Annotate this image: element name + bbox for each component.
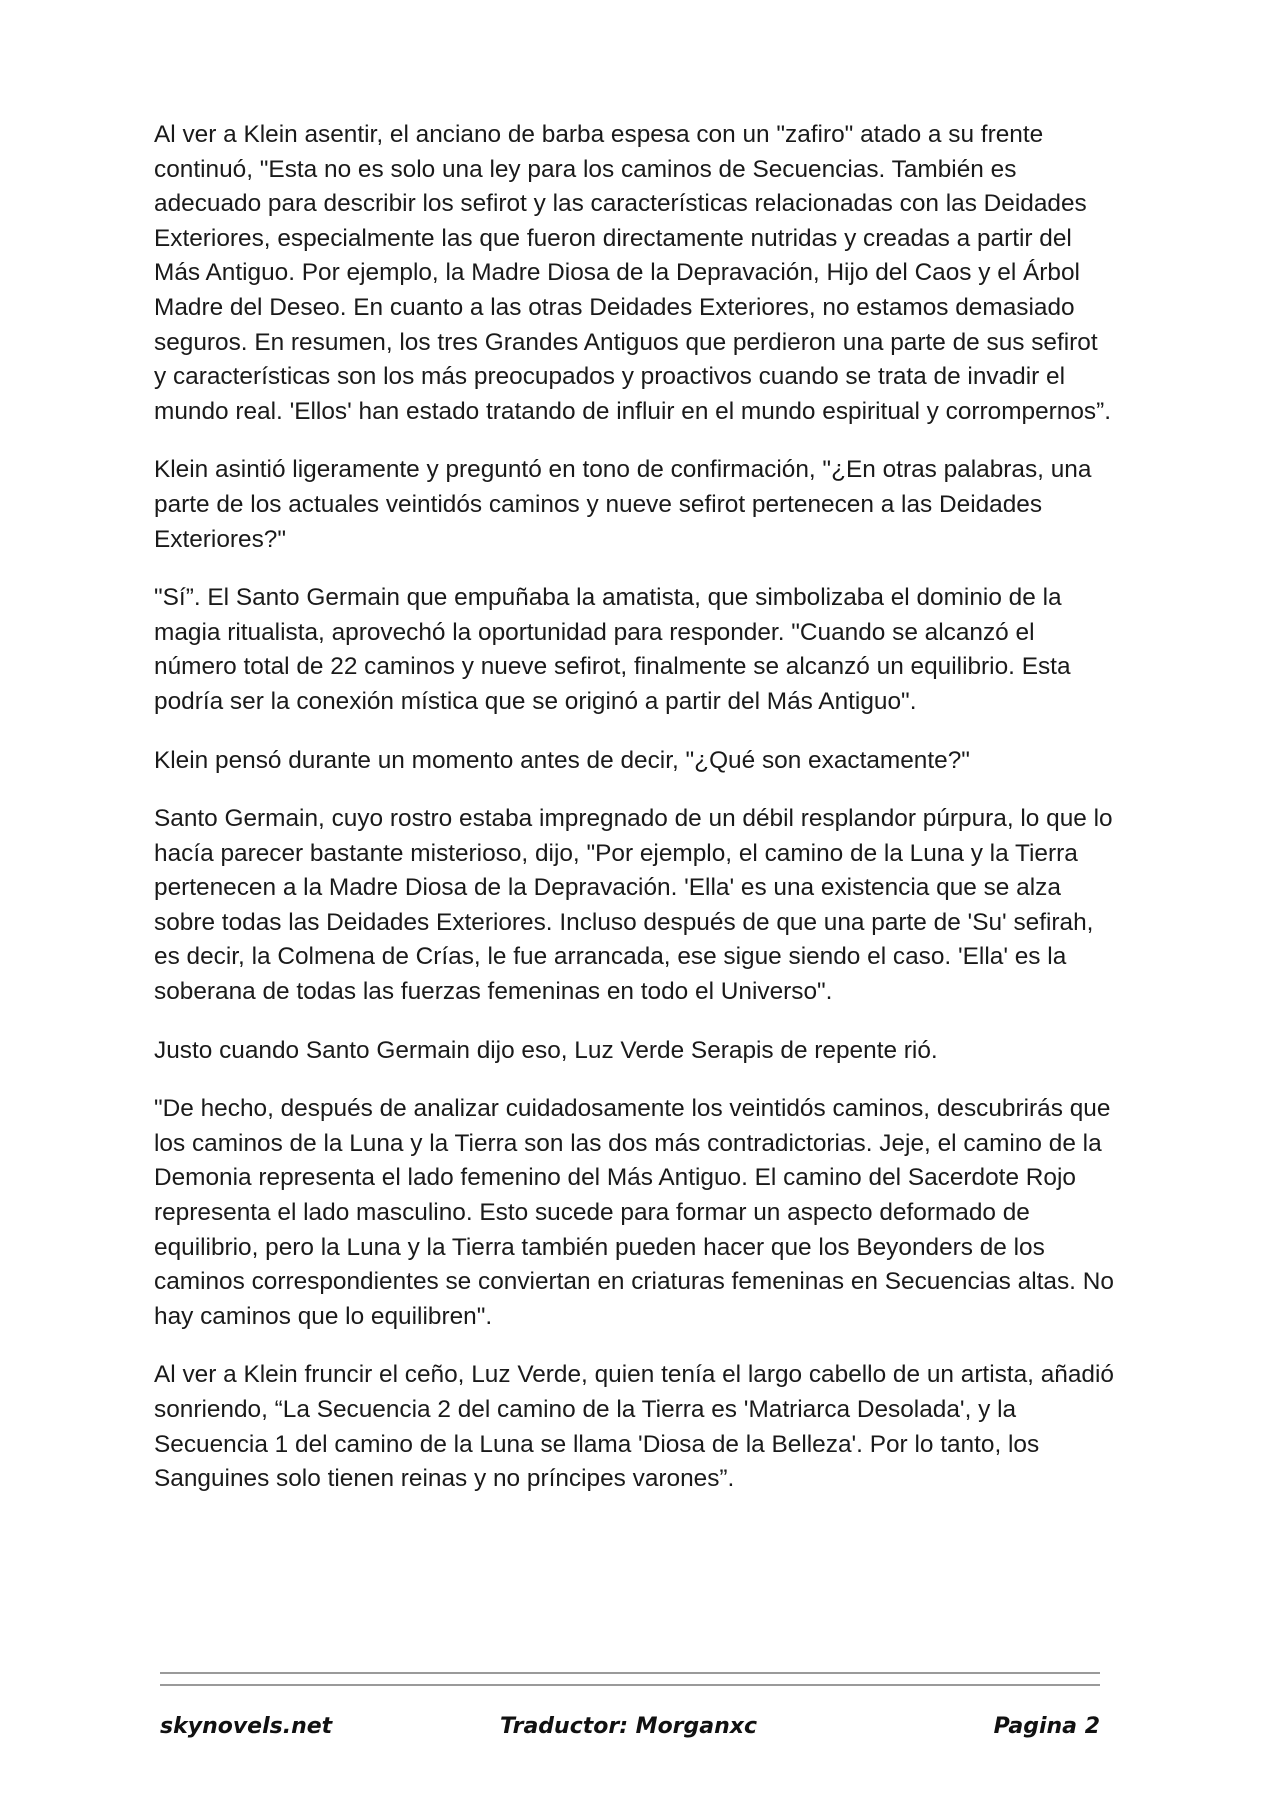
footer-translator: Traductor: Morganxc <box>500 1714 758 1739</box>
document-body <box>154 118 1114 1521</box>
paragraph: Santo Germain, cuyo rostro estaba impregnado de un débil resplandor púrpura, lo que lo hacía parecer bastante misterioso, dijo, "Por ejemplo, el camino de la Luna y la Tierra pertenecen a la Madre Diosa de la Depravación. 'Ella' es una existencia que se alza sobre todas las Deidades Exteriores. Incluso después de que una parte de 'Su' sefirah, es decir, la Colmena de Crías, le fue arrancada, ese sigue siendo el caso. 'Ella' es la soberana de todas las fuerzas femeninas en todo el Universo". <box>154 805 1113 1006</box>
paragraph: "Sí”. El Santo Germain que empuñaba la amatista, que simbolizaba el dominio de la magia ritualista, aprovechó la oportunidad para responder. "Cuando se alcanzó el número total de 22 caminos y nueve sefirot, finalmente se alcanzó un equilibrio. Esta podría ser la conexión mística que se originó a partir del Más Antiguo". <box>154 584 1071 715</box>
paragraph: Al ver a Klein asentir, el anciano de barba espesa con un "zafiro" atado a su frente continuó, "Esta no es solo una ley para los caminos de Secuencias. También es adecuado para describir los sefirot y las características relacionadas con las Deidades Exteriores, especialmente las que fueron directamente nutridas y creadas a partir del Más Antiguo. Por ejemplo, la Madre Diosa de la Depravación, Hijo del Caos y el Árbol Madre del Deseo. En cuanto a las otras Deidades Exteriores, no estamos demasiado seguros. En resumen, los tres Grandes Antiguos que perdieron una parte de sus sefirot y características son los más preocupados y proactivos cuando se trata de invadir el mundo real. 'Ellos' han estado tratando de influir en el mundo espiritual y corrompernos”. <box>154 121 1111 425</box>
footer-divider-bottom <box>160 1684 1100 1686</box>
paragraph: Klein pensó durante un momento antes de decir, "¿Qué son exactamente?" <box>154 746 970 774</box>
paragraph: Al ver a Klein fruncir el ceño, Luz Verde, quien tenía el largo cabello de un artista, añadió sonriendo, “La Secuencia 2 del camino de la Tierra es 'Matriarca Desolada', y la Secuencia 1 del camino de la Luna se llama 'Diosa de la Belleza'. Por lo tanto, los Sanguines solo tienen reinas y no príncipes varones”. <box>154 1361 1114 1493</box>
footer-page-number: Pagina 2 <box>993 1714 1100 1739</box>
page-footer <box>160 1714 1100 1754</box>
footer-site-name: skynovels.net <box>160 1714 333 1739</box>
footer-divider-top <box>160 1672 1100 1674</box>
paragraph: "De hecho, después de analizar cuidadosamente los veintidós caminos, descubrirás que los caminos de la Luna y la Tierra son las dos más contradictorias. Jeje, el camino de la Demonia representa el lado femenino del Más Antiguo. El camino del Sacerdote Rojo representa el lado masculino. Esto sucede para formar un aspecto deformado de equilibrio, pero la Luna y la Tierra también pueden hacer que los Beyonders de los caminos correspondientes se conviertan en criaturas femeninas en Secuencias altas. No hay caminos que lo equilibren". <box>154 1095 1114 1330</box>
paragraph: Klein asintió ligeramente y preguntó en tono de confirmación, "¿En otras palabras, una parte de los actuales veintidós caminos y nueve sefirot pertenecen a las Deidades Exteriores?" <box>154 456 1092 553</box>
paragraph: Justo cuando Santo Germain dijo eso, Luz Verde Serapis de repente rió. <box>154 1036 938 1064</box>
